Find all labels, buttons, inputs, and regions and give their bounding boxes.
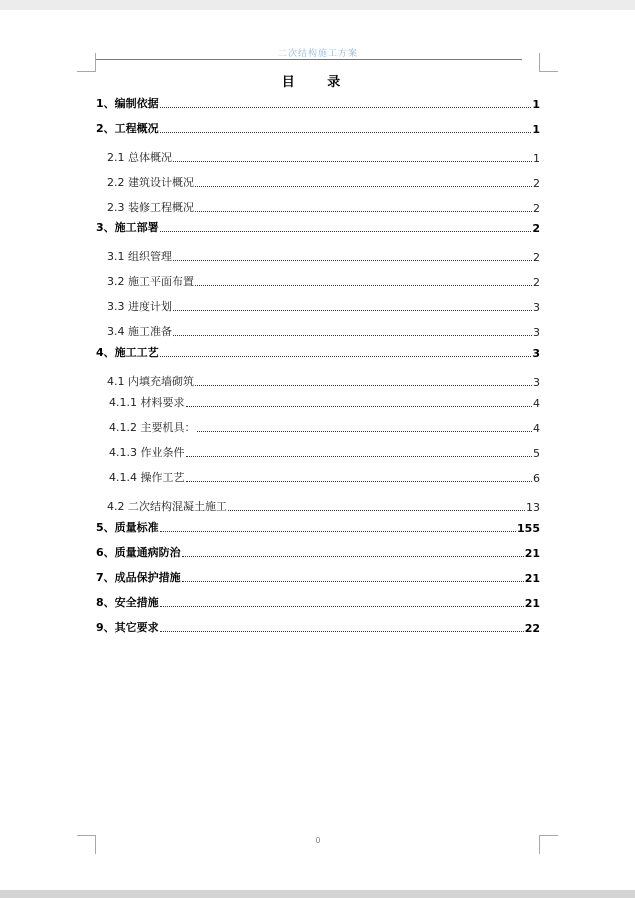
toc-entry[interactable]	[107, 176, 540, 190]
toc-entry-label: 7、成品保护措施	[96, 571, 181, 584]
toc-leader-dots	[197, 431, 533, 432]
toc-entry-page: 3	[533, 376, 540, 389]
toc-entry[interactable]	[107, 250, 540, 264]
toc-leader-dots	[160, 132, 532, 133]
toc-leader-dots	[160, 107, 532, 108]
page-number: 0	[315, 836, 321, 845]
toc-leader-dots	[195, 186, 532, 187]
crop-mark-bottom-left	[77, 835, 96, 854]
page-header-title: 二次结构施工方案	[277, 49, 358, 59]
toc-leader-dots	[186, 406, 533, 407]
toc-leader-dots	[186, 481, 533, 482]
toc-entry[interactable]	[107, 300, 540, 314]
toc-title: 目 录	[281, 75, 355, 90]
toc-entry-page: 22	[524, 622, 540, 635]
toc-leader-dots	[160, 606, 524, 607]
toc-entry-label: 3.2 施工平面布置	[107, 275, 194, 288]
toc-entry[interactable]	[109, 421, 540, 435]
toc-leader-dots	[160, 631, 524, 632]
toc-leader-dots	[195, 211, 532, 212]
toc-entry-label: 5、质量标准	[96, 521, 159, 534]
toc-entry[interactable]	[96, 596, 540, 610]
toc-entry-page: 5	[533, 447, 540, 460]
toc-leader-dots	[160, 231, 532, 232]
toc-entry[interactable]	[109, 396, 540, 410]
toc-entry[interactable]	[96, 546, 540, 560]
toc-entry[interactable]	[107, 325, 540, 339]
toc-leader-dots	[160, 356, 532, 357]
toc-entry-page: 2	[533, 276, 540, 289]
toc-entry-label: 4.1 内填充墙砌筑	[107, 375, 194, 388]
crop-mark-top-right	[539, 53, 558, 72]
toc-entry[interactable]	[109, 446, 540, 460]
toc-leader-dots	[195, 385, 532, 386]
toc-entry[interactable]	[107, 375, 540, 389]
toc-entry[interactable]	[107, 201, 540, 215]
toc-entry-page: 1	[533, 152, 540, 165]
toc-leader-dots	[182, 556, 524, 557]
toc-leader-dots	[195, 285, 532, 286]
toc-entry-label: 8、安全措施	[96, 596, 159, 609]
toc-entry-page: 4	[533, 397, 540, 410]
toc-entry-page: 3	[532, 347, 540, 360]
toc-entry-page: 155	[517, 522, 540, 535]
toc-entry-page: 1	[532, 123, 540, 136]
toc-entry-page: 6	[533, 472, 540, 485]
crop-mark-top-left	[77, 53, 96, 72]
toc-entry-label: 4、施工工艺	[96, 346, 159, 359]
crop-mark-bottom-right	[539, 835, 558, 854]
toc-entry-label: 4.1.4 操作工艺	[109, 471, 185, 484]
toc-entry[interactable]	[107, 500, 540, 514]
toc-entry-page: 21	[524, 547, 540, 560]
toc-entry-label: 3.4 施工准备	[107, 325, 172, 338]
toc-entry-label: 6、质量通病防治	[96, 546, 181, 559]
toc-entry-page: 3	[533, 326, 540, 339]
toc-entry-label: 9、其它要求	[96, 621, 159, 634]
toc-entry-label: 4.2 二次结构混凝土施工	[107, 500, 227, 513]
toc-entry-page: 1	[532, 98, 540, 111]
toc-entry[interactable]	[96, 122, 540, 136]
toc-entry-label: 4.1.2 主要机具：	[109, 421, 196, 434]
toc-leader-dots	[228, 510, 525, 511]
document-page	[0, 10, 635, 890]
toc-entry-page: 2	[533, 202, 540, 215]
toc-leader-dots	[173, 161, 532, 162]
toc-entry-label: 4.1.3 作业条件	[109, 446, 185, 459]
toc-leader-dots	[173, 260, 532, 261]
toc-entry-label: 3、施工部署	[96, 221, 159, 234]
toc-leader-dots	[173, 335, 532, 336]
toc-entry-page: 3	[533, 301, 540, 314]
toc-entry-label: 3.1 组织管理	[107, 250, 172, 263]
toc-entry-label: 2.2 建筑设计概况	[107, 176, 194, 189]
toc-entry-page: 4	[533, 422, 540, 435]
toc-entry-page: 2	[532, 222, 540, 235]
toc-entry-page: 2	[533, 177, 540, 190]
toc-entry-label: 2.1 总体概况	[107, 151, 172, 164]
toc-leader-dots	[160, 531, 516, 532]
header-rule	[96, 59, 522, 60]
toc-entry[interactable]	[107, 151, 540, 165]
toc-entry[interactable]	[109, 471, 540, 485]
toc-entry-page: 21	[524, 572, 540, 585]
toc-entry[interactable]	[96, 221, 540, 235]
toc-entry-page: 21	[524, 597, 540, 610]
toc-entry-page: 13	[526, 501, 540, 514]
toc-entry-label: 3.3 进度计划	[107, 300, 172, 313]
toc-leader-dots	[173, 310, 532, 311]
toc-entry-label: 2、工程概况	[96, 122, 159, 135]
toc-entry[interactable]	[96, 521, 540, 535]
toc-entry-label: 4.1.1 材料要求	[109, 396, 185, 409]
window-bottom-edge	[0, 890, 635, 898]
toc-entry-label: 1、编制依据	[96, 97, 159, 110]
toc-entry[interactable]	[96, 97, 540, 111]
toc-entry[interactable]	[96, 346, 540, 360]
toc-entry[interactable]	[107, 275, 540, 289]
toc-entry[interactable]	[96, 621, 540, 635]
toc-entry-page: 2	[533, 251, 540, 264]
toc-entry[interactable]	[96, 571, 540, 585]
toc-entry-label: 2.3 装修工程概况	[107, 201, 194, 214]
toc-leader-dots	[186, 456, 533, 457]
toc-leader-dots	[182, 581, 524, 582]
